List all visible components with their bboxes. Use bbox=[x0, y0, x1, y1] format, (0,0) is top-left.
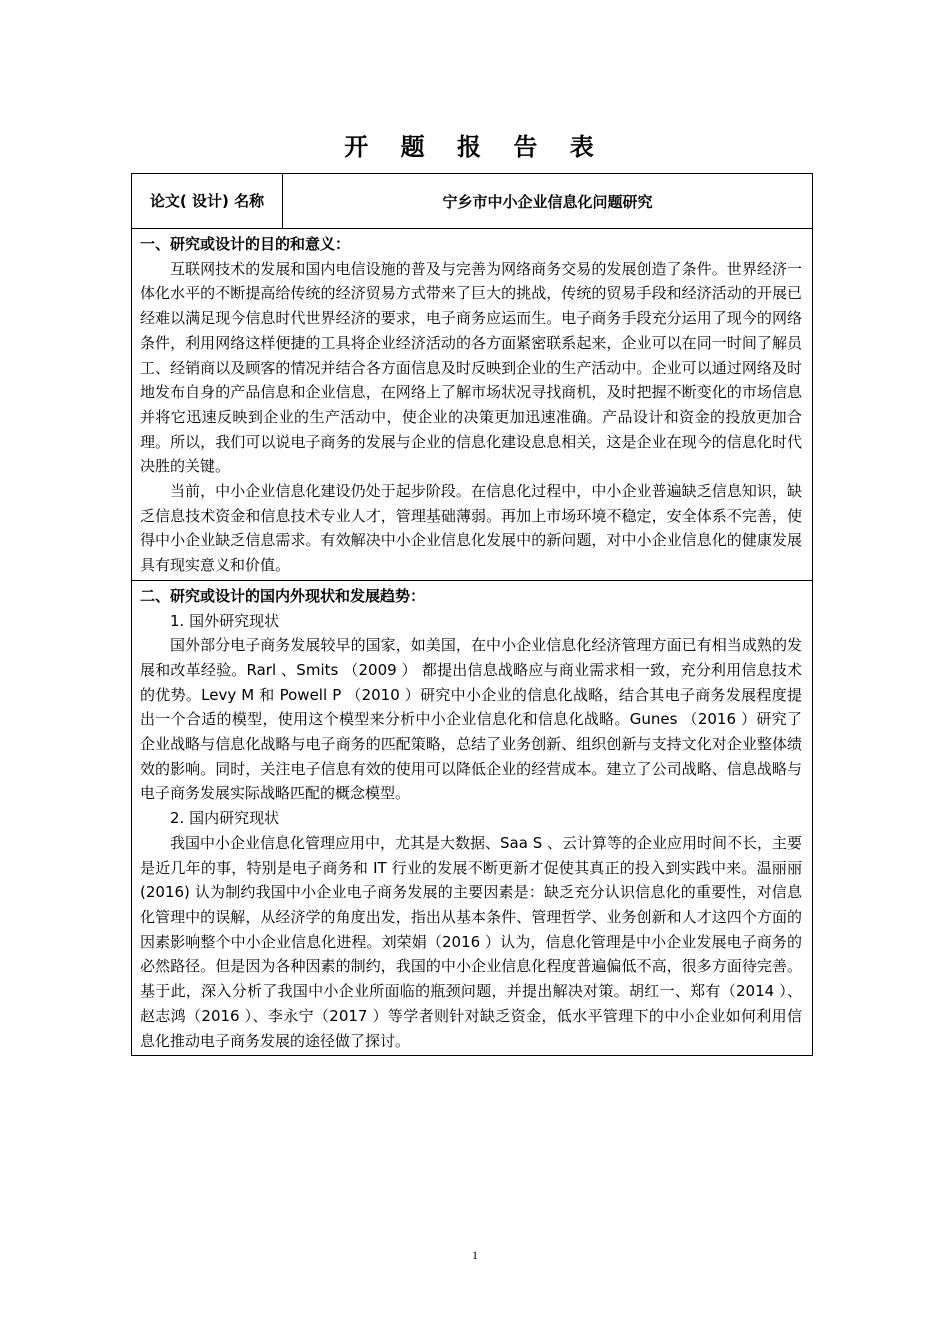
section-status bbox=[132, 580, 813, 1055]
section-purpose-row bbox=[132, 229, 813, 581]
report-table bbox=[131, 173, 813, 1056]
foreign-research-paragraph: 国外部分电子商务发展较早的国家，如美国，在中小企业信息化经济管理方面已有相当成熟的发展和改革经验。Rarl 、Smits （2009 ） 都提出信息战略应与商业需求相一致，充分利用信息技术的优势。Levy M 和 Powell P （2010 ）研究中小企业的信息化战略，结合其电子商务发展程度提出一个合适的模型，使用这个模型来分析中小企业信息化和信息化战略。Gunes （2016 ）研究了企业战略与信息化战略与电子商务的匹配策略，总结了业务创新、组织创新与支持文化对企业整体绩效的影响。同时，关注电子信息有效的使用可以降低企业的经营成本。建立了公司战略、信息战略与电子商务发展实际战略匹配的概念模型。 bbox=[140, 636, 802, 803]
section-purpose bbox=[132, 229, 813, 581]
page-number: 1 bbox=[472, 1248, 478, 1262]
section-purpose-paragraph-1: 互联网技术的发展和国内电信设施的普及与完善为网络商务交易的发展创造了条件。世界经济一体化水平的不断提高给传统的经济贸易方式带来了巨大的挑战，传统的贸易手段和经济活动的开展已经难以满足现今信息时代世界经济的要求，电子商务应运而生。电子商务手段充分运用了现今的网络条件，利用网络这样便捷的工具将企业经济活动的各方面紧密联系起来，企业可以在同一时间了解员工、经销商以及顾客的情况并结合各方面信息及时反映到企业的生产活动中。企业可以通过网络及时地发布自身的产品信息和企业信息，在网络上了解市场状况寻找商机，及时把握不断变化的市场信息并将它迅速反映到企业的生产活动中，使企业的决策更加迅速准确。产品设计和资金的投放更加合理。所以，我们可以说电子商务的发展与企业的信息化建设息息相关，这是企业在现今的信息化时代决胜的关键。 bbox=[140, 259, 802, 476]
foreign-research-heading: 1. 国外研究现状 bbox=[170, 611, 280, 630]
section-status-heading: 二、研究或设计的国内外现状和发展趋势： bbox=[140, 586, 426, 605]
thesis-title-value: 宁乡市中小企业信息化问题研究 bbox=[283, 174, 813, 229]
thesis-title-label: 论文( 设计) 名称 bbox=[132, 174, 283, 229]
section-status-row bbox=[132, 580, 813, 1055]
domestic-research-heading: 2. 国内研究现状 bbox=[170, 809, 280, 828]
page-title: 开 题 报 告 表 bbox=[344, 133, 606, 161]
section-purpose-heading: 一、研究或设计的目的和意义： bbox=[140, 235, 351, 253]
domestic-research-paragraph: 我国中小企业信息化管理应用中，尤其是大数据、Saa S 、云计算等的企业应用时间不长，主要是近几年的事，特别是电子商务和 IT 行业的发展不断更新才促使其真正的投入到实践中来。温丽丽(2016) 认为制约我国中小企业电子商务发展的主要因素是：缺乏充分认识信息化的重要性，对信息化管理中的误解，从经济学的角度出发，指出从基本条件、管理哲学、业务创新和人才这四个方面的因素影响整个中小企业信息化进程。刘荣娟（2016 ）认为，信息化管理是中小企业发展电子商务的必然路径。但是因为各种因素的制约，我国的中小企业信息化程度普遍偏低不高，很多方面待完善。基于此，深入分析了我国中小企业所面临的瓶颈问题，并提出解决对策。胡红一、郑有（2014 ）、赵志鸿（2016 ）、李永宁（2017 ）等学者则针对缺乏资金，低水平管理下的中小企业如何利用信息化推动电子商务发展的途径做了探讨。 bbox=[140, 833, 802, 1050]
title-row bbox=[132, 174, 813, 229]
section-purpose-paragraph-2: 当前，中小企业信息化建设仍处于起步阶段。在信息化过程中，中小企业普遍缺乏信息知识，缺乏信息技术资金和信息技术专业人才，管理基础薄弱。再加上市场环境不稳定，安全体系不完善，使得中小企业缺乏信息需求。有效解决中小企业信息化发展中的新问题，对中小企业信息化的健康发展具有现实意义和价值。 bbox=[140, 482, 802, 575]
